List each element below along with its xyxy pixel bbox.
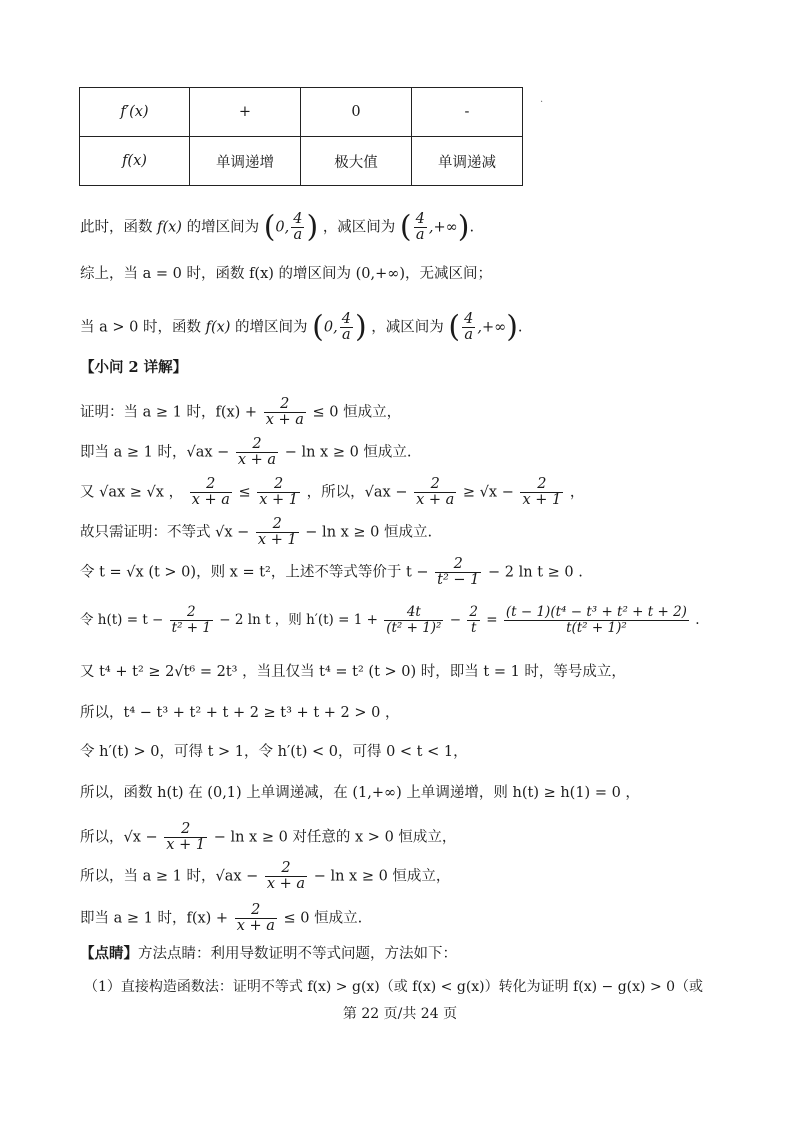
text-line-15 (80, 861, 450, 892)
numerator: 2 (170, 605, 213, 621)
fraction (462, 312, 475, 343)
text-line-13: 所以，函数 h(t) 在 (0,1) 上单调递减，在 (1,+∞) 上单调递增，则 h(t) ≥ h(1) = 0 ， (80, 785, 640, 801)
table-cell: f(x) (80, 137, 190, 186)
text-line-12: 令 h′(t) > 0，可得 t > 1，令 h′(t) < 0，可得 0 < t < 1， (80, 744, 468, 760)
fraction (256, 517, 299, 548)
line-text: 所以，当 a ≥ 1 时，√ax − (80, 868, 259, 885)
text-line-16 (80, 903, 362, 934)
fraction (435, 557, 481, 588)
line-text: − 2 ln t ≥ 0 . (488, 564, 583, 581)
denominator: x + a (236, 918, 275, 934)
line-text: ，减区间为 (322, 219, 396, 236)
table-row (80, 137, 523, 186)
line-text: ,+∞ (477, 319, 507, 336)
fraction (520, 477, 563, 508)
denominator: t(t² + 1)² (566, 620, 627, 636)
text-line-17 (80, 944, 457, 964)
line-text: 【点睛】 (80, 945, 138, 962)
line-text: f(x) (205, 319, 231, 336)
line-text: ，减区间为 (371, 319, 444, 336)
denominator: t² + 1 (171, 620, 211, 636)
denominator: a (342, 327, 351, 343)
text-line-3 (80, 309, 523, 345)
line-text: ， (569, 484, 585, 501)
line-text: 令 h(t) = t − (80, 612, 164, 628)
denominator: a (293, 227, 303, 243)
text-line-2: 综上，当 a = 0 时，函数 f(x) 的增区间为 (0,+∞)，无减区间； (80, 266, 493, 282)
text-line-18: （1）直接构造函数法：证明不等式 f(x) > g(x)（或 f(x) < g(x)）转化为证明 f(x) − g(x) > 0（或 (84, 979, 704, 995)
scan-speck: · (540, 97, 544, 108)
paren: ) (306, 209, 319, 245)
text-line-11: 所以，t⁴ − t³ + t² + t + 2 ≥ t³ + t + 2 > 0 ， (80, 705, 400, 721)
fraction (170, 605, 213, 636)
line-text: 方法点睛：利用导数证明不等式问题，方法如下： (138, 946, 457, 962)
section-heading: 【小问 2 详解】 (80, 359, 188, 376)
line-text: 即当 a ≥ 1 时，f(x) + (80, 910, 229, 927)
line-text: 0, (323, 319, 338, 336)
line-text: ≤ 0 恒成立， (312, 404, 402, 421)
fraction (190, 477, 232, 508)
numerator: 2 (256, 517, 299, 533)
text-line-5 (80, 437, 412, 468)
text-line-4 (80, 397, 401, 428)
denominator: a (415, 227, 425, 243)
numerator: 2 (414, 477, 456, 493)
denominator: x + a (191, 492, 230, 508)
table-cell: 单调递减 (412, 137, 523, 186)
numerator: 2 (264, 397, 306, 413)
numerator: 2 (435, 557, 481, 573)
numerator: 2 (520, 477, 563, 493)
line-text: 所以，√x − (80, 829, 158, 846)
line-text: − ln x ≥ 0 恒成立. (284, 444, 412, 461)
paren: ) (354, 309, 367, 345)
numerator: 4 (341, 311, 351, 327)
page-footer: 第 22 页/共 24 页 (342, 1006, 458, 1022)
numerator: 2 (235, 903, 277, 919)
fraction (384, 605, 443, 636)
numerator: 2 (236, 437, 278, 453)
line-text: 此时，函数 (80, 219, 153, 236)
text-line-6 (80, 477, 584, 508)
line-text: ,+∞ (428, 219, 458, 236)
line-text: 又 √ax ≥ √x ， (80, 484, 184, 501)
fraction (414, 477, 456, 508)
text-line-1 (80, 209, 475, 245)
table-cell: 0 (301, 88, 412, 137)
line-text: 0, (275, 219, 290, 236)
table-cell: - (412, 88, 523, 137)
text-line-14 (80, 822, 456, 853)
line-text: ≥ √x − (462, 484, 514, 501)
denominator: x + a (416, 492, 455, 508)
paren: ( (399, 209, 412, 245)
table-cell: 极大值 (301, 137, 412, 186)
fraction (257, 477, 300, 508)
line-text: 令 t = √x (t > 0)，则 x = t²，上述不等式等价于 t − (80, 564, 429, 581)
numerator: (t − 1)(t⁴ − t³ + t² + t + 2) (505, 604, 687, 620)
table-row (80, 88, 523, 137)
line-text: . (517, 319, 523, 336)
denominator: t (470, 620, 477, 636)
line-text: − ln x ≥ 0 恒成立， (313, 868, 451, 885)
numerator: 4 (415, 211, 425, 227)
line-text: 故只需证明：不等式 √x − (80, 524, 250, 541)
denominator: x + a (266, 876, 306, 892)
fraction (467, 605, 480, 636)
fraction (235, 903, 277, 934)
fraction (236, 437, 278, 468)
denominator: x + 1 (522, 492, 562, 508)
text-line-7 (80, 517, 432, 548)
text-line-9 (80, 605, 700, 636)
line-text: 的增区间为 (235, 319, 308, 336)
fraction (265, 861, 307, 892)
paren: ( (263, 209, 276, 245)
paren: ( (448, 309, 461, 345)
table-cell: f′(x) (80, 88, 190, 137)
fraction (291, 212, 304, 243)
line-text: 即当 a ≥ 1 时，√ax − (80, 444, 230, 461)
line-text: − (449, 612, 462, 628)
fraction (414, 212, 427, 243)
line-text: 证明：当 a ≥ 1 时，f(x) + (80, 404, 258, 421)
denominator: x + 1 (259, 492, 299, 508)
denominator: x + a (265, 412, 304, 428)
text-line-10: 又 t⁴ + t² ≥ 2√t⁶ = 2t³ ，当且仅当 t⁴ = t² (t > 0) 时，即当 t = 1 时，等号成立， (80, 664, 626, 680)
line-text: f(x) (157, 219, 182, 236)
denominator: x + 1 (166, 837, 206, 853)
numerator: 2 (265, 861, 307, 877)
numerator: 4t (384, 605, 443, 621)
numerator: 2 (469, 604, 478, 620)
paren: ( (312, 309, 324, 345)
numerator: 2 (164, 822, 207, 838)
fraction (504, 605, 689, 636)
text-line-8 (80, 557, 583, 588)
line-text: = (486, 612, 498, 628)
line-text: 的增区间为 (186, 219, 260, 236)
numerator: 4 (293, 211, 303, 227)
line-text: . (469, 219, 475, 236)
table-cell: 单调递增 (190, 137, 301, 186)
fraction (164, 822, 207, 853)
line-text: ≤ (238, 484, 251, 501)
denominator: x + 1 (257, 532, 297, 548)
line-text: ≤ 0 恒成立. (283, 910, 363, 927)
denominator: t² − 1 (437, 572, 480, 588)
denominator: (t² + 1)² (386, 620, 442, 636)
monotonicity-table (79, 87, 523, 186)
fraction (264, 397, 306, 428)
line-text: − 2 ln t ，则 h′(t) = 1 + (219, 612, 378, 628)
denominator: x + a (237, 452, 277, 468)
paren: ) (506, 309, 518, 345)
numerator: 4 (464, 311, 474, 327)
fraction (340, 312, 353, 343)
line-text: 当 a > 0 时，函数 (80, 319, 201, 336)
line-text: − ln x ≥ 0 对任意的 x > 0 恒成立， (213, 829, 457, 846)
line-text: . (695, 612, 700, 628)
denominator: a (464, 327, 474, 343)
line-text: − ln x ≥ 0 恒成立. (305, 524, 433, 541)
numerator: 2 (257, 477, 300, 493)
paren: ) (457, 209, 470, 245)
line-text: ，所以，√ax − (306, 484, 408, 501)
numerator: 2 (190, 477, 232, 493)
table-cell: + (190, 88, 301, 137)
